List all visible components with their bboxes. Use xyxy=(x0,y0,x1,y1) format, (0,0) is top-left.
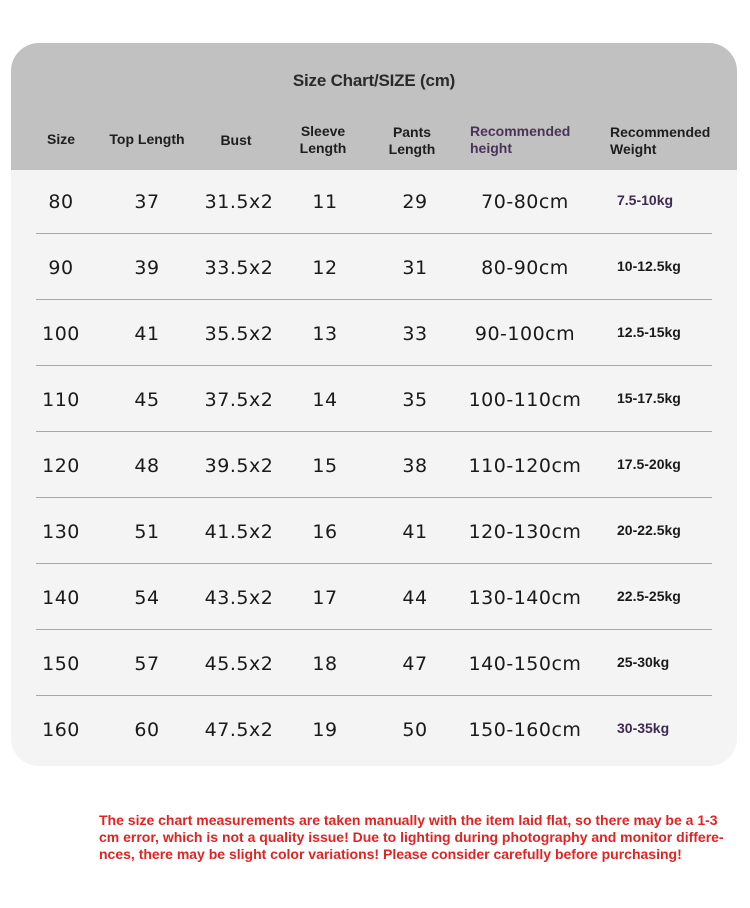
cell-bust: 41.5x2 xyxy=(204,521,274,543)
cell-height: 140-150cm xyxy=(468,653,582,675)
header-sleeve-length: Sleeve Length xyxy=(299,123,347,156)
cell-sleeve: 18 xyxy=(312,653,338,675)
cell-bust: 43.5x2 xyxy=(204,587,274,609)
cell-pants: 29 xyxy=(402,191,428,213)
table-row xyxy=(11,500,737,566)
cell-bust: 37.5x2 xyxy=(204,389,274,411)
size-chart-header xyxy=(11,43,737,170)
header-recommended-height: Recommended height xyxy=(470,123,571,156)
cell-bust: 33.5x2 xyxy=(204,257,274,279)
cell-top: 45 xyxy=(134,389,160,411)
cell-sleeve: 11 xyxy=(312,191,338,213)
size-chart-card xyxy=(11,43,737,766)
row-divider xyxy=(36,431,712,432)
table-row xyxy=(11,632,737,698)
cell-pants: 41 xyxy=(402,521,428,543)
cell-height: 110-120cm xyxy=(468,455,582,477)
cell-sleeve: 15 xyxy=(312,455,338,477)
cell-bust: 45.5x2 xyxy=(204,653,274,675)
row-divider xyxy=(36,233,712,234)
cell-weight: 30-35kg xyxy=(617,720,670,736)
cell-top: 48 xyxy=(134,455,160,477)
row-divider xyxy=(36,299,712,300)
cell-height: 130-140cm xyxy=(468,587,582,609)
table-row xyxy=(11,434,737,500)
cell-sleeve: 17 xyxy=(312,587,338,609)
cell-weight: 17.5-20kg xyxy=(617,456,681,472)
cell-top: 51 xyxy=(134,521,160,543)
disclaimer-notice: The size chart measurements are taken manually with the item laid flat, so there may be a 1-3 cm error, which is not a quality issue! Due to lighting during photography and monitor differe- nces, there may be slight color variations! Please consider carefully before purchasing! xyxy=(99,812,724,862)
cell-pants: 50 xyxy=(402,719,428,741)
cell-size: 120 xyxy=(42,455,80,477)
table-row xyxy=(11,698,737,764)
cell-size: 100 xyxy=(42,323,80,345)
cell-sleeve: 13 xyxy=(312,323,338,345)
cell-sleeve: 12 xyxy=(312,257,338,279)
header-top-length: Top Length xyxy=(109,131,185,147)
cell-height: 90-100cm xyxy=(474,323,576,345)
cell-size: 90 xyxy=(48,257,74,279)
cell-weight: 22.5-25kg xyxy=(617,588,681,604)
row-divider xyxy=(36,629,712,630)
table-row xyxy=(11,236,737,302)
header-size: Size xyxy=(46,131,75,147)
cell-weight: 25-30kg xyxy=(617,654,670,670)
cell-size: 80 xyxy=(48,191,74,213)
cell-pants: 47 xyxy=(402,653,428,675)
cell-weight: 10-12.5kg xyxy=(617,258,681,274)
table-row xyxy=(11,302,737,368)
cell-height: 150-160cm xyxy=(468,719,582,741)
cell-sleeve: 19 xyxy=(312,719,338,741)
cell-top: 57 xyxy=(134,653,160,675)
cell-height: 80-90cm xyxy=(481,257,569,279)
cell-weight: 20-22.5kg xyxy=(617,522,681,538)
row-divider xyxy=(36,497,712,498)
cell-pants: 31 xyxy=(402,257,428,279)
cell-height: 100-110cm xyxy=(468,389,582,411)
cell-height: 120-130cm xyxy=(468,521,582,543)
cell-bust: 31.5x2 xyxy=(204,191,274,213)
cell-pants: 35 xyxy=(402,389,428,411)
cell-top: 41 xyxy=(134,323,160,345)
row-divider xyxy=(36,563,712,564)
header-pants-length: Pants Length xyxy=(388,124,436,157)
table-row xyxy=(11,566,737,632)
cell-bust: 39.5x2 xyxy=(204,455,274,477)
header-recommended-weight: Recommended Weight xyxy=(610,124,711,157)
cell-size: 150 xyxy=(42,653,80,675)
cell-height: 70-80cm xyxy=(481,191,569,213)
cell-pants: 38 xyxy=(402,455,428,477)
table-row xyxy=(11,170,737,236)
chart-title: Size Chart/SIZE (cm) xyxy=(292,71,456,90)
cell-size: 140 xyxy=(42,587,80,609)
cell-top: 37 xyxy=(134,191,160,213)
cell-bust: 47.5x2 xyxy=(204,719,274,741)
cell-size: 160 xyxy=(42,719,80,741)
cell-top: 54 xyxy=(134,587,160,609)
row-divider xyxy=(36,365,712,366)
cell-weight: 12.5-15kg xyxy=(617,324,681,340)
cell-sleeve: 16 xyxy=(312,521,338,543)
cell-size: 110 xyxy=(42,389,80,411)
cell-bust: 35.5x2 xyxy=(204,323,274,345)
cell-top: 39 xyxy=(134,257,160,279)
cell-weight: 15-17.5kg xyxy=(617,390,681,406)
cell-pants: 33 xyxy=(402,323,428,345)
cell-top: 60 xyxy=(134,719,160,741)
cell-weight: 7.5-10kg xyxy=(617,192,674,208)
row-divider xyxy=(36,695,712,696)
cell-sleeve: 14 xyxy=(312,389,338,411)
table-row xyxy=(11,368,737,434)
header-bust: Bust xyxy=(220,132,252,148)
cell-size: 130 xyxy=(42,521,80,543)
cell-pants: 44 xyxy=(402,587,428,609)
